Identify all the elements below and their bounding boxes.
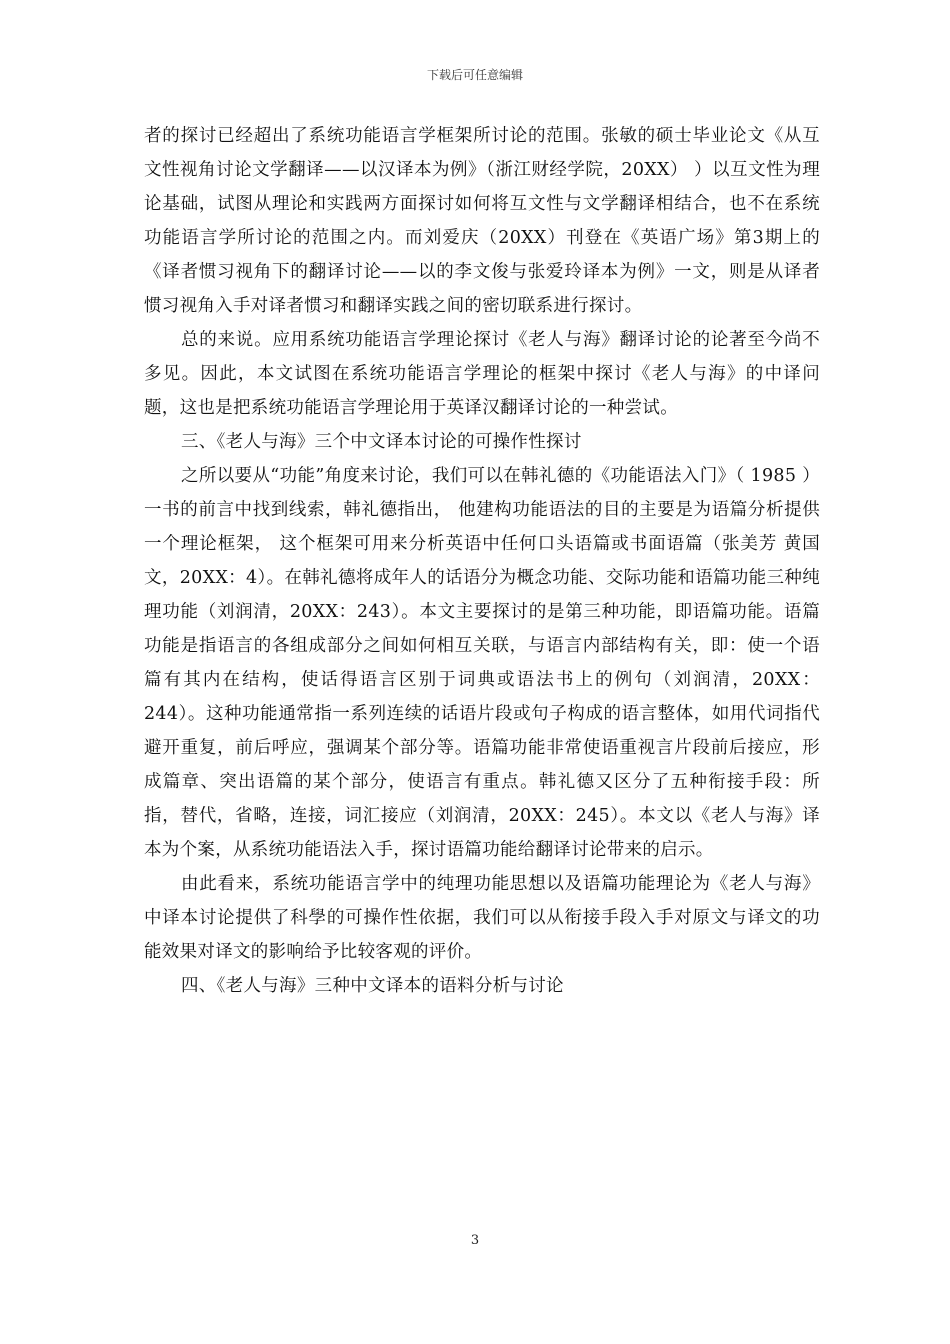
page-number: 3 bbox=[470, 1233, 480, 1248]
document-body bbox=[144, 119, 820, 1003]
paragraph-conclusion: 由此看来，系统功能语言学中的纯理功能思想以及语篇功能理论为《老人与海》中译本讨论提供了科學的可操作性依据，我们可以从衔接手段入手对原文与译文的功能效果对译文的影响给予比较客观的评价。 bbox=[144, 874, 820, 962]
page-header: 下载后可任意编辑 bbox=[426, 68, 523, 82]
paragraph-functional-analysis: 之所以要从“功能”角度来讨论，我们可以在韩礼德的《功能语法入门》（ 1985 ）一书的前言中找到线索，韩礼德指出， 他建构功能语法的目的主要是为语篇分析提供一个理论框架， 这个框架可用来分析英语中任何口头语篇或书面语篇（张美芳 黄国文，20XX：4）。在韩礼德将成年人的话语分为概念功能、交际功能和语篇功能三种纯理功能（刘润清，20XX：243）。本文主要探讨的是第三种功能，即语篇功能。语篇功能是指语言的各组成部分之间如何相互关联，与语言内部结构有关，即：使一个语篇有其内在结构，使话得语言区别于词典或语法书上的例句（刘润清，20XX：244）。这种功能通常指一系列连续的话语片段或句子构成的语言整体，如用代词指代避开重复，前后呼应，强调某个部分等。语篇功能非常使语重视言片段前后接应，形成篇章、突出语篇的某个部分，使语言有重点。韩礼德又区分了五种衔接手段：所指，替代，省略，连接，词汇接应（刘润清，20XX：245）。本文以《老人与海》译本为个案，从系统功能语法入手，探讨语篇功能给翻译讨论带来的启示。 bbox=[144, 466, 820, 860]
section-heading-4: 四、《老人与海》三种中文译本的语料分析与讨论 bbox=[181, 976, 564, 996]
paragraph-summary: 总的来说。应用系统功能语言学理论探讨《老人与海》翻译讨论的论著至今尚不多见。因此，本文试图在系统功能语言学理论的框架中探讨《老人与海》的中译问题，这也是把系统功能语言学理论用于英译汉翻译讨论的一种尝试。 bbox=[144, 330, 820, 418]
section-heading-3: 三、《老人与海》三个中文译本讨论的可操作性探讨 bbox=[181, 432, 582, 452]
paragraph-continuation: 者的探讨已经超出了系统功能语言学框架所讨论的范围。张敏的硕士毕业论文《从互文性视角讨论文学翻译——以汉译本为例》（浙江财经学院，20XX） ）以互文性为理论基础，试图从理论和实践两方面探讨如何将互文性与文学翻译相结合，也不在系统功能语言学所讨论的范围之内。而刘爱庆（20XX）刊登在《英语广场》第3期上的《译者惯习视角下的翻译讨论——以的李文俊与张爱玲译本为例》一文，则是从译者惯习视角入手对译者惯习和翻译实践之间的密切联系进行探讨。 bbox=[144, 126, 820, 316]
